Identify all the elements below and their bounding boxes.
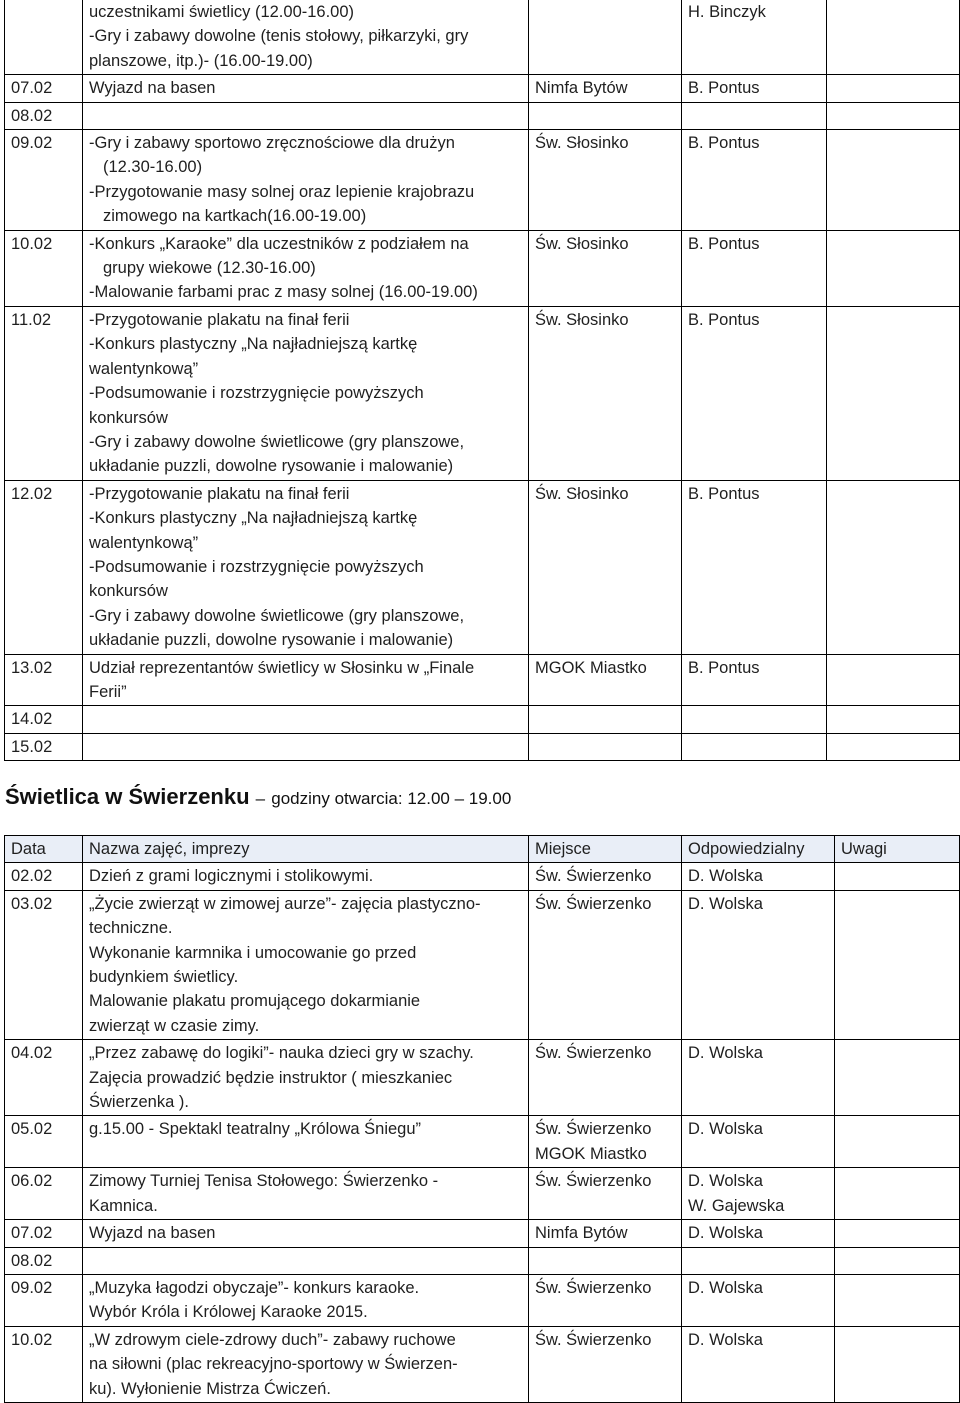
place-cell bbox=[529, 0, 682, 75]
place-cell bbox=[529, 1040, 682, 1116]
cell-line: -Gry i zabawy dowolne (tenis stołowy, piłkarzyki, gry bbox=[89, 27, 469, 46]
table-header-row bbox=[5, 836, 960, 863]
table-row bbox=[5, 230, 960, 306]
person-cell: B. Pontus bbox=[682, 230, 827, 306]
person-cell bbox=[682, 863, 835, 890]
schedule-table-slosinko bbox=[4, 0, 960, 761]
cell-line: -Gry i zabawy dowolne świetlicowe (gry planszowe, bbox=[89, 432, 465, 451]
note-cell bbox=[835, 890, 960, 1039]
header-place: Miejsce bbox=[529, 836, 682, 863]
note-cell bbox=[827, 130, 960, 231]
note-cell bbox=[835, 1326, 960, 1402]
date-cell: 04.02 bbox=[5, 1040, 83, 1116]
cell-line: Św. Świerzenko bbox=[535, 1120, 652, 1139]
activity-cell bbox=[83, 1274, 529, 1326]
cell-line: Św. Świerzenko bbox=[535, 867, 652, 886]
cell-line bbox=[89, 707, 524, 731]
person-cell bbox=[682, 1168, 835, 1220]
person-cell: B. Pontus bbox=[682, 75, 827, 102]
activity-cell bbox=[83, 1168, 529, 1220]
date-cell: 12.02 bbox=[5, 480, 83, 654]
note-cell bbox=[827, 230, 960, 306]
date-cell: 15.02 bbox=[5, 733, 83, 760]
cell-line: walentynkową” bbox=[89, 533, 199, 552]
table-row bbox=[5, 0, 960, 75]
place-cell bbox=[529, 102, 682, 129]
cell-line: D. Wolska bbox=[688, 1120, 763, 1139]
note-cell bbox=[827, 75, 960, 102]
person-cell bbox=[682, 1220, 835, 1247]
section-dash: – bbox=[255, 789, 266, 808]
cell-line: -Konkurs plastyczny „Na najładniejszą kartkę bbox=[89, 335, 418, 354]
activity-cell bbox=[83, 306, 529, 480]
date-cell: 09.02 bbox=[5, 130, 83, 231]
activity-cell bbox=[83, 890, 529, 1039]
cell-line bbox=[89, 1249, 524, 1273]
cell-line: Wyjazd na basen bbox=[89, 79, 216, 98]
cell-line: grupy wiekowe (12.30-16.00) bbox=[103, 259, 316, 278]
activity-cell bbox=[83, 102, 529, 129]
activity-cell bbox=[83, 706, 529, 733]
person-cell bbox=[682, 1326, 835, 1402]
place-cell bbox=[529, 890, 682, 1039]
date-cell: 07.02 bbox=[5, 75, 83, 102]
cell-line: układanie puzzli, dowolne rysowanie i malowanie) bbox=[89, 631, 454, 650]
section-title: Świetlica w Świerzenku bbox=[5, 784, 250, 809]
table-row bbox=[5, 1116, 960, 1168]
cell-line: D. Wolska bbox=[688, 1172, 763, 1191]
place-cell: Św. Słosinko bbox=[529, 130, 682, 231]
person-cell bbox=[682, 733, 827, 760]
place-cell bbox=[529, 1326, 682, 1402]
cell-line: konkursów bbox=[89, 408, 168, 427]
date-cell: 08.02 bbox=[5, 1247, 83, 1274]
cell-line: Wykonanie karmnika i umocowanie go przed bbox=[89, 943, 417, 962]
activity-cell bbox=[83, 1116, 529, 1168]
cell-line: Św. Świerzenko bbox=[535, 1330, 652, 1349]
place-cell: Nimfa Bytów bbox=[529, 75, 682, 102]
cell-line: Św. Świerzenko bbox=[535, 1044, 652, 1063]
cell-line: D. Wolska bbox=[688, 1224, 763, 1243]
header-person: Odpowiedzialny bbox=[682, 836, 835, 863]
cell-line: g.15.00 - Spektakl teatralny „Królowa Śniegu” bbox=[89, 1120, 422, 1139]
date-cell: 06.02 bbox=[5, 1168, 83, 1220]
person-cell: B. Pontus bbox=[682, 306, 827, 480]
cell-line: ku). Wyłonienie Mistrza Ćwiczeń. bbox=[89, 1379, 331, 1398]
cell-line: układanie puzzli, dowolne rysowanie i malowanie) bbox=[89, 457, 454, 476]
note-cell bbox=[835, 1274, 960, 1326]
cell-line: planszowe, itp.)- (16.00-19.00) bbox=[89, 51, 313, 70]
cell-line: -Przygotowanie plakatu na finał ferii bbox=[89, 310, 350, 329]
activity-cell bbox=[83, 1247, 529, 1274]
date-cell: 14.02 bbox=[5, 706, 83, 733]
table-row bbox=[5, 130, 960, 231]
cell-line: Zimowy Turniej Tenisa Stołowego: Świerzenko - bbox=[89, 1172, 439, 1191]
cell-line: uczestnikami świetlicy (12.00-16.00) bbox=[89, 3, 355, 21]
cell-line: „Przez zabawę do logiki”- nauka dzieci gry w szachy. bbox=[89, 1044, 474, 1063]
cell-line: Świerzenka ). bbox=[89, 1093, 189, 1112]
table-row bbox=[5, 654, 960, 706]
cell-line: -Podsumowanie i rozstrzygnięcie powyższych bbox=[89, 384, 424, 403]
activity-cell bbox=[83, 75, 529, 102]
date-cell: 05.02 bbox=[5, 1116, 83, 1168]
note-cell bbox=[835, 1168, 960, 1220]
table-row bbox=[5, 1326, 960, 1402]
note-cell bbox=[835, 1247, 960, 1274]
note-cell bbox=[827, 306, 960, 480]
cell-line: Wyjazd na basen bbox=[89, 1224, 216, 1243]
place-cell bbox=[529, 1274, 682, 1326]
activity-cell bbox=[83, 480, 529, 654]
place-cell bbox=[529, 863, 682, 890]
place-cell bbox=[529, 706, 682, 733]
cell-line: -Gry i zabawy dowolne świetlicowe (gry planszowe, bbox=[89, 606, 465, 625]
cell-line: „Muzyka łagodzi obyczaje”- konkurs karaoke. bbox=[89, 1278, 420, 1297]
cell-line: Dzień z grami logicznymi i stolikowymi. bbox=[89, 867, 374, 886]
note-cell bbox=[827, 706, 960, 733]
person-cell bbox=[682, 1247, 835, 1274]
cell-line bbox=[89, 735, 524, 759]
person-cell bbox=[682, 1116, 835, 1168]
note-cell bbox=[835, 1040, 960, 1116]
table-row bbox=[5, 480, 960, 654]
table-row bbox=[5, 1168, 960, 1220]
cell-line: -Konkurs „Karaoke” dla uczestników z podziałem na bbox=[89, 234, 469, 253]
cell-line: zwierząt w czasie zimy. bbox=[89, 1016, 260, 1035]
table-row bbox=[5, 890, 960, 1039]
activity-cell bbox=[83, 1326, 529, 1402]
schedule-table-swierzenko bbox=[4, 835, 960, 1403]
cell-line: Zajęcia prowadzić będzie instruktor ( mieszkaniec bbox=[89, 1068, 453, 1087]
cell-line: Kamnica. bbox=[89, 1196, 158, 1215]
cell-line: W. Gajewska bbox=[688, 1196, 785, 1215]
activity-cell bbox=[83, 1220, 529, 1247]
date-cell: 07.02 bbox=[5, 1220, 83, 1247]
person-cell bbox=[682, 706, 827, 733]
place-cell bbox=[529, 1168, 682, 1220]
cell-line: -Przygotowanie plakatu na finał ferii bbox=[89, 484, 350, 503]
table-row bbox=[5, 1040, 960, 1116]
cell-line: D. Wolska bbox=[688, 894, 763, 913]
date-cell bbox=[5, 0, 83, 75]
person-cell bbox=[682, 1040, 835, 1116]
cell-line: budynkiem świetlicy. bbox=[89, 968, 239, 987]
activity-cell bbox=[83, 863, 529, 890]
table-row bbox=[5, 733, 960, 760]
cell-line: Św. Świerzenko bbox=[535, 1278, 652, 1297]
activity-cell bbox=[83, 230, 529, 306]
activity-cell bbox=[83, 1040, 529, 1116]
activity-cell bbox=[83, 130, 529, 231]
table-row bbox=[5, 306, 960, 480]
cell-line bbox=[89, 104, 524, 128]
section-heading bbox=[5, 784, 511, 810]
cell-line: na siłowni (plac rekreacyjno-sportowy w Świerzen- bbox=[89, 1355, 458, 1374]
note-cell bbox=[835, 1116, 960, 1168]
cell-line: D. Wolska bbox=[688, 1044, 763, 1063]
note-cell bbox=[827, 480, 960, 654]
cell-line: -Gry i zabawy sportowo zręcznościowe dla drużyn bbox=[89, 134, 455, 153]
place-cell: Św. Słosinko bbox=[529, 480, 682, 654]
note-cell bbox=[827, 102, 960, 129]
cell-line: Nimfa Bytów bbox=[535, 1224, 628, 1243]
opening-hours: godziny otwarcia: 12.00 – 19.00 bbox=[271, 789, 512, 808]
date-cell: 13.02 bbox=[5, 654, 83, 706]
person-cell bbox=[682, 890, 835, 1039]
cell-line: „W zdrowym ciele-zdrowy duch”- zabawy ruchowe bbox=[89, 1330, 456, 1349]
note-cell bbox=[835, 1220, 960, 1247]
date-cell: 02.02 bbox=[5, 863, 83, 890]
cell-line: Udział reprezentantów świetlicy w Słosinku w „Finale bbox=[89, 658, 475, 677]
table-row bbox=[5, 1247, 960, 1274]
note-cell bbox=[827, 654, 960, 706]
cell-line bbox=[688, 1249, 830, 1273]
person-cell bbox=[682, 1274, 835, 1326]
place-cell: Św. Słosinko bbox=[529, 230, 682, 306]
note-cell bbox=[827, 0, 960, 75]
cell-line: walentynkową” bbox=[89, 359, 199, 378]
cell-line: Malowanie plakatu promującego dokarmianie bbox=[89, 992, 421, 1011]
table-row bbox=[5, 102, 960, 129]
header-name: Nazwa zajęć, imprezy bbox=[83, 836, 529, 863]
cell-line: D. Wolska bbox=[688, 867, 763, 886]
activity-cell bbox=[83, 654, 529, 706]
table-row bbox=[5, 706, 960, 733]
cell-line: -Malowanie farbami prac z masy solnej (16.00-19.00) bbox=[89, 283, 478, 302]
place-cell bbox=[529, 1220, 682, 1247]
cell-line: -Podsumowanie i rozstrzygnięcie powyższych bbox=[89, 557, 424, 576]
cell-line: -Przygotowanie masy solnej oraz lepienie krajobrazu bbox=[89, 182, 475, 201]
person-cell bbox=[682, 102, 827, 129]
activity-cell bbox=[83, 733, 529, 760]
place-cell: MGOK Miastko bbox=[529, 654, 682, 706]
cell-line: D. Wolska bbox=[688, 1330, 763, 1349]
cell-line: -Konkurs plastyczny „Na najładniejszą kartkę bbox=[89, 509, 418, 528]
place-cell bbox=[529, 733, 682, 760]
cell-line: techniczne. bbox=[89, 919, 173, 938]
person-cell: B. Pontus bbox=[682, 130, 827, 231]
note-cell bbox=[835, 863, 960, 890]
cell-line: Wybór Króla i Królowej Karaoke 2015. bbox=[89, 1303, 368, 1322]
cell-line: D. Wolska bbox=[688, 1278, 763, 1297]
person-cell: B. Pontus bbox=[682, 480, 827, 654]
date-cell: 10.02 bbox=[5, 230, 83, 306]
cell-line: „Życie zwierząt w zimowej aurze”- zajęcia plastyczno- bbox=[89, 894, 481, 913]
cell-line: konkursów bbox=[89, 582, 168, 601]
cell-line bbox=[535, 1249, 677, 1273]
activity-cell bbox=[83, 0, 529, 75]
table-row bbox=[5, 75, 960, 102]
person-cell: H. Binczyk bbox=[682, 0, 827, 75]
date-cell: 09.02 bbox=[5, 1274, 83, 1326]
table-row bbox=[5, 863, 960, 890]
table-row bbox=[5, 1274, 960, 1326]
header-note: Uwagi bbox=[835, 836, 960, 863]
place-cell: Św. Słosinko bbox=[529, 306, 682, 480]
cell-line: (12.30-16.00) bbox=[103, 158, 203, 177]
person-cell: B. Pontus bbox=[682, 654, 827, 706]
date-cell: 11.02 bbox=[5, 306, 83, 480]
date-cell: 08.02 bbox=[5, 102, 83, 129]
cell-line: Św. Świerzenko bbox=[535, 894, 652, 913]
note-cell bbox=[827, 733, 960, 760]
date-cell: 03.02 bbox=[5, 890, 83, 1039]
table-row bbox=[5, 1220, 960, 1247]
cell-line: MGOK Miastko bbox=[535, 1144, 647, 1163]
header-date: Data bbox=[5, 836, 83, 863]
cell-line: zimowego na kartkach(16.00-19.00) bbox=[103, 207, 367, 226]
place-cell bbox=[529, 1116, 682, 1168]
cell-line: Ferii” bbox=[89, 682, 127, 701]
cell-line: Św. Świerzenko bbox=[535, 1172, 652, 1191]
place-cell bbox=[529, 1247, 682, 1274]
date-cell: 10.02 bbox=[5, 1326, 83, 1402]
